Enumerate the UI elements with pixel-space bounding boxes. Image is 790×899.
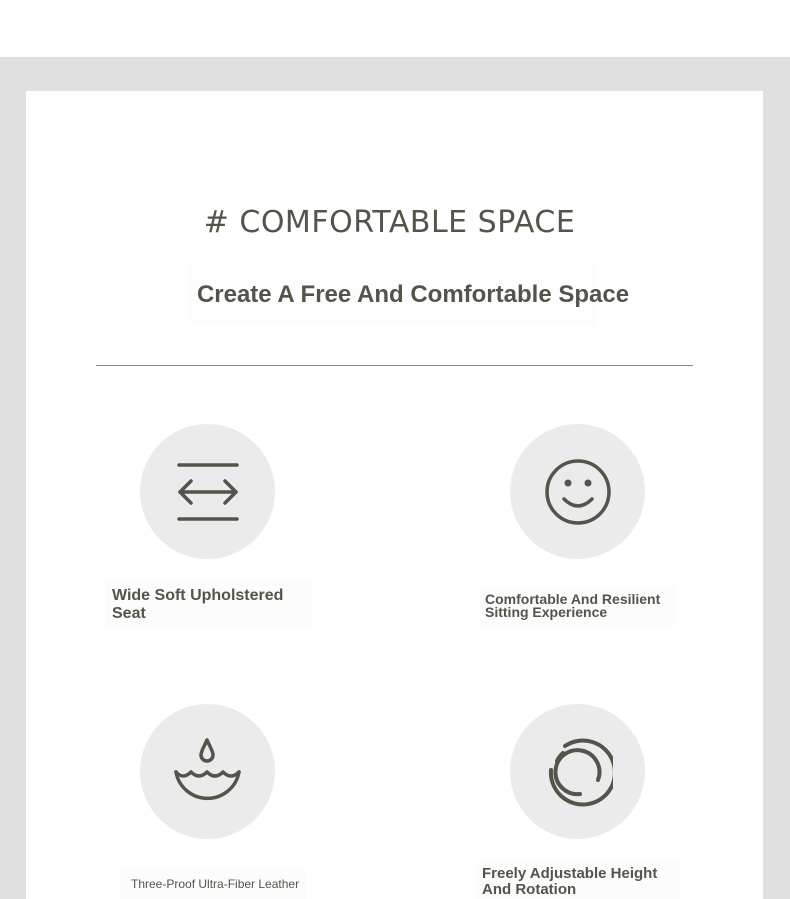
feature-label-line: Freely Adjustable Height (482, 865, 658, 882)
feature-label-line: Sitting Experience (485, 604, 608, 620)
feature-rotation-icon-circle (510, 704, 645, 839)
section-heading: # COMFORTABLE SPACE (203, 205, 576, 240)
feature-label-line: Wide Soft Upholstered (112, 587, 284, 604)
feature-label-rotation (482, 866, 657, 897)
section-subtitle: Create A Free And Comfortable Space (196, 281, 630, 308)
feature-label-line: And Rotation (482, 881, 577, 898)
feature-label-line: Seat (112, 605, 146, 622)
feature-wide-seat-icon-circle (140, 424, 275, 559)
feature-label-leather (131, 878, 299, 890)
feature-leather-icon-circle (140, 704, 275, 839)
water-drop-waves-icon (173, 737, 243, 807)
feature-label-line: Comfortable And Resilient (485, 591, 661, 607)
feature-comfort-icon-circle (510, 424, 645, 559)
feature-label-comfort (485, 592, 660, 619)
top-strip (0, 0, 790, 57)
feature-label-wide-seat (112, 588, 283, 622)
rotation-icon (543, 737, 613, 807)
arrows-horizontal-icon (177, 461, 239, 523)
divider (96, 365, 693, 366)
smiley-face-icon (543, 457, 613, 527)
feature-label-line: Three-Proof Ultra-Fiber Leather (131, 877, 300, 891)
